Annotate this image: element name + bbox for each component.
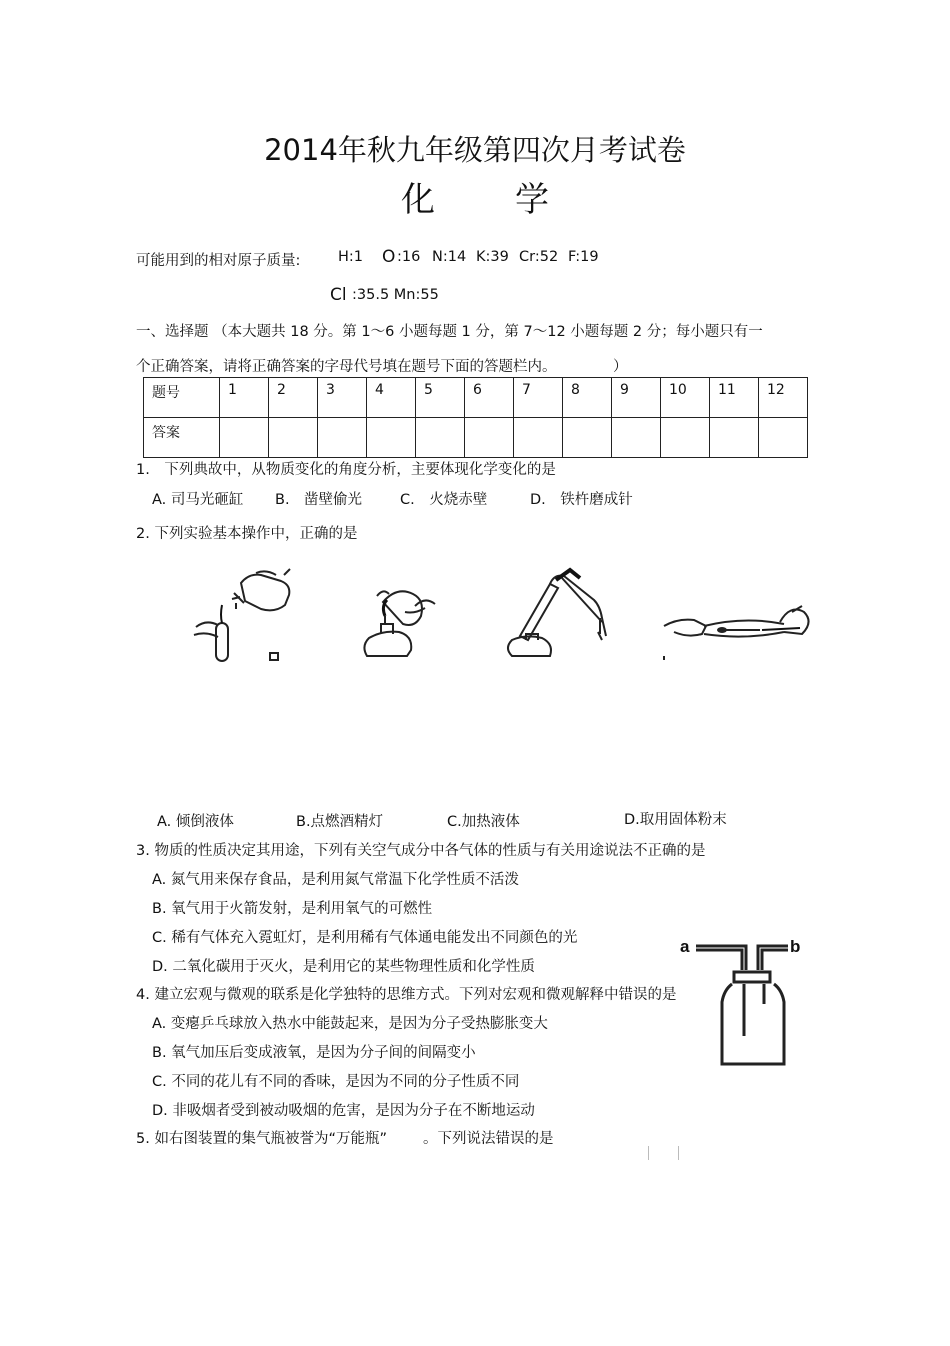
q3-stem: 3. 物质的性质决定其用途，下列有关空气成分中各气体的性质与有关用途说法不正确的是 bbox=[136, 843, 706, 859]
answer-table bbox=[143, 377, 808, 458]
answer-row bbox=[144, 418, 808, 458]
bottle-label-b: b bbox=[790, 937, 801, 956]
answer-cell[interactable] bbox=[416, 418, 465, 458]
q2-option-d: D.取用固体粉末 bbox=[624, 812, 727, 828]
row-label-answer: 答案 bbox=[144, 418, 220, 458]
answer-cell[interactable] bbox=[465, 418, 514, 458]
question-number-cell: 1 bbox=[220, 378, 269, 418]
q1-option-c: C. 火烧赤壁 bbox=[400, 492, 488, 508]
bottle-label-a: a bbox=[680, 937, 690, 956]
q1-option-d: D. 铁杵磨成针 bbox=[530, 492, 633, 508]
question-number-cell: 3 bbox=[318, 378, 367, 418]
q3-option-c: C. 稀有气体充入霓虹灯，是利用稀有气体通电能发出不同颜色的光 bbox=[152, 930, 578, 946]
stray-mark bbox=[678, 1146, 679, 1160]
lamp-lighting-figure bbox=[355, 582, 440, 667]
question-number-cell: 6 bbox=[465, 378, 514, 418]
question-number-cell: 7 bbox=[514, 378, 563, 418]
answer-cell[interactable] bbox=[514, 418, 563, 458]
question-number-cell: 2 bbox=[269, 378, 318, 418]
section-heading-paren: ） bbox=[613, 359, 628, 375]
section-heading-line2: 个正确答案，请将正确答案的字母代号填在题号下面的答题栏内。 bbox=[136, 359, 557, 375]
q3-option-b: B. 氧气用于火箭发射，是利用氧气的可燃性 bbox=[152, 901, 433, 917]
mass-cl-symbol: Cl bbox=[330, 285, 347, 305]
q1-option-a: A. 司马光砸缸 bbox=[152, 492, 244, 508]
mass-k: K:39 bbox=[476, 249, 509, 265]
answer-cell[interactable] bbox=[367, 418, 416, 458]
q3-option-d: D. 二氧化碳用于灭火，是利用它的某些物理性质和化学性质 bbox=[152, 959, 535, 975]
atomic-mass-label: 可能用到的相对原子质量: bbox=[136, 253, 301, 269]
pour-liquid-figure bbox=[186, 565, 296, 670]
question-number-cell: 10 bbox=[661, 378, 710, 418]
q2-stem: 2. 下列实验基本操作中，正确的是 bbox=[136, 526, 358, 542]
subject-char-2: 学 bbox=[515, 180, 549, 220]
mass-n: N:14 bbox=[432, 249, 467, 265]
question-number-cell: 4 bbox=[367, 378, 416, 418]
subject-char-1: 化 bbox=[401, 180, 435, 220]
q4-option-a: A. 变瘪乒乓球放入热水中能鼓起来，是因为分子受热膨胀变大 bbox=[152, 1016, 548, 1032]
subject-title bbox=[0, 172, 950, 221]
q4-option-b: B. 氧气加压后变成液氧，是因为分子间的间隔变小 bbox=[152, 1045, 476, 1061]
q2-option-a: A. 倾倒液体 bbox=[157, 814, 234, 830]
q4-stem: 4. 建立宏观与微观的联系是化学独特的思维方式。下列对宏观和微观解释中错误的是 bbox=[136, 987, 677, 1003]
answer-cell[interactable] bbox=[612, 418, 661, 458]
q5-stem-part1: 5. 如右图装置的集气瓶被誉为“万能瓶” bbox=[136, 1131, 387, 1147]
q1-option-b: B. 凿壁偷光 bbox=[275, 492, 363, 508]
answer-cell[interactable] bbox=[269, 418, 318, 458]
answer-cell[interactable] bbox=[318, 418, 367, 458]
question-number-cell: 5 bbox=[416, 378, 465, 418]
question-number-cell: 9 bbox=[612, 378, 661, 418]
exam-title: 2014年秋九年级第四次月考试卷 bbox=[264, 133, 686, 167]
mass-o-symbol: O bbox=[382, 247, 396, 267]
answer-cell[interactable] bbox=[661, 418, 710, 458]
q5-stem-part2: 。下列说法错误的是 bbox=[423, 1131, 554, 1147]
heat-liquid-figure bbox=[500, 566, 615, 666]
question-number-row bbox=[144, 378, 808, 418]
question-number-cell: 11 bbox=[710, 378, 759, 418]
q2-option-c: C.加热液体 bbox=[447, 814, 520, 830]
stray-mark bbox=[648, 1146, 649, 1160]
q2-option-b: B.点燃酒精灯 bbox=[296, 814, 384, 830]
answer-cell[interactable] bbox=[710, 418, 759, 458]
question-number-cell: 8 bbox=[563, 378, 612, 418]
answer-cell[interactable] bbox=[563, 418, 612, 458]
answer-cell[interactable] bbox=[220, 418, 269, 458]
row-label-number: 题号 bbox=[144, 378, 220, 418]
q1-stem: 1. 下列典故中，从物质变化的角度分析，主要体现化学变化的是 bbox=[136, 462, 556, 478]
q4-option-c: C. 不同的花儿有不同的香味，是因为不同的分子性质不同 bbox=[152, 1074, 520, 1090]
mass-f: F:19 bbox=[568, 249, 599, 265]
solid-powder-figure bbox=[660, 594, 815, 664]
mass-h: H:1 bbox=[338, 249, 364, 265]
mass-cl-mn: :35.5 Mn:55 bbox=[352, 287, 439, 303]
mass-o-value: :16 bbox=[397, 249, 421, 265]
q3-option-a: A. 氮气用来保存食品，是利用氮气常温下化学性质不活泼 bbox=[152, 872, 519, 888]
question-number-cell: 12 bbox=[759, 378, 808, 418]
mass-cr: Cr:52 bbox=[519, 249, 559, 265]
gas-bottle-figure bbox=[676, 932, 806, 1074]
section-heading-line1: 一、选择题 （本大题共 18 分。第 1～6 小题每题 1 分，第 7～12 小题每题 2 分；每小题只有一 bbox=[136, 324, 763, 340]
q4-option-d: D. 非吸烟者受到被动吸烟的危害，是因为分子在不断地运动 bbox=[152, 1103, 535, 1119]
answer-cell[interactable] bbox=[759, 418, 808, 458]
